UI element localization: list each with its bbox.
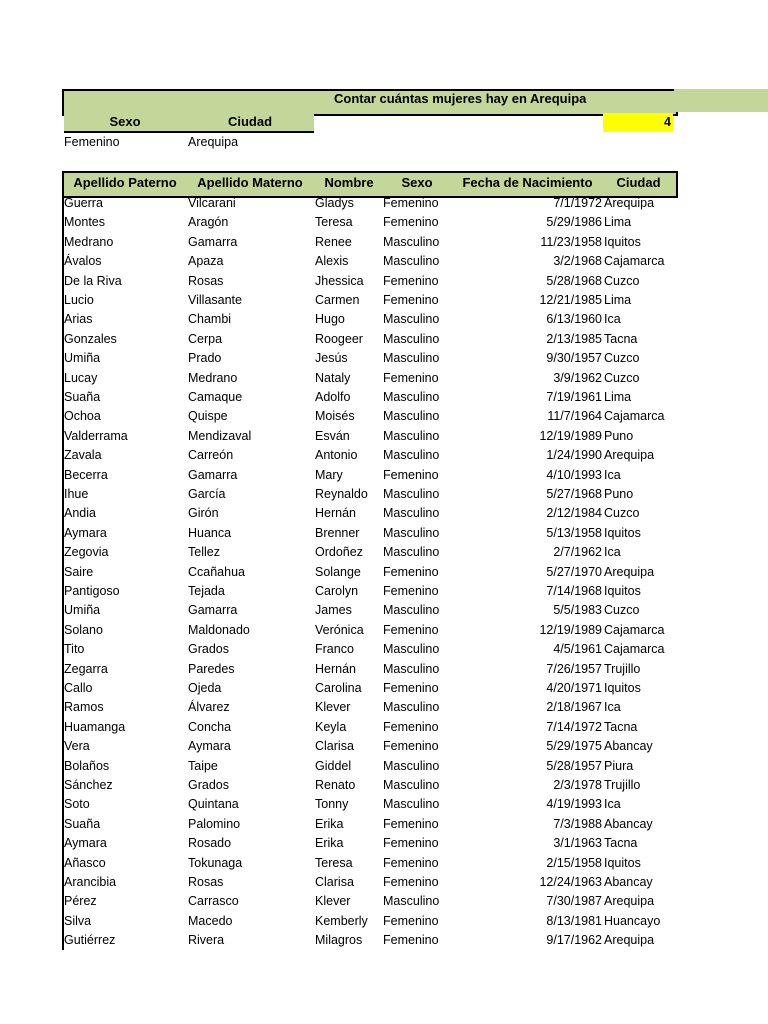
- cell-apellido-materno[interactable]: Carreón: [188, 448, 234, 463]
- table-row: [62, 466, 674, 485]
- cell-ciudad[interactable]: Abancay: [604, 739, 653, 754]
- cell-fecha-nacimiento[interactable]: 7/30/1987: [546, 894, 602, 909]
- cell-ciudad[interactable]: Cuzco: [604, 273, 640, 288]
- cell-nombre[interactable]: Giddel: [315, 758, 352, 773]
- cell-ciudad[interactable]: Arequipa: [604, 448, 655, 463]
- cell-fecha-nacimiento[interactable]: 12/21/1985: [539, 293, 602, 307]
- cell-ciudad[interactable]: Iquitos: [604, 855, 641, 870]
- cell-apellido-materno[interactable]: Quispe: [188, 409, 228, 424]
- cell-fecha-nacimiento[interactable]: 2/7/1962: [553, 545, 602, 560]
- cell-ciudad[interactable]: Ica: [604, 797, 621, 812]
- cell-fecha-nacimiento[interactable]: 2/3/1978: [553, 778, 602, 792]
- cell-sexo[interactable]: Masculino: [383, 525, 440, 540]
- cell-nombre[interactable]: Ordoñez: [315, 545, 363, 560]
- cell-sexo[interactable]: Masculino: [383, 661, 440, 676]
- table-row: [62, 815, 674, 834]
- cell-ciudad[interactable]: Arequipa: [604, 894, 655, 909]
- cell-sexo[interactable]: Femenino: [383, 215, 439, 230]
- cell-nombre[interactable]: Milagros: [315, 933, 363, 948]
- cell-fecha-nacimiento[interactable]: 4/20/1971: [546, 681, 602, 695]
- cell-apellido-paterno[interactable]: Ramos: [64, 700, 104, 715]
- criteria-ciudad-header[interactable]: Ciudad: [186, 113, 314, 132]
- cell-apellido-materno[interactable]: Paredes: [188, 661, 235, 676]
- cell-ciudad[interactable]: Iquitos: [604, 525, 641, 540]
- table-row: [62, 427, 674, 446]
- cell-nombre[interactable]: Solange: [315, 564, 361, 579]
- cell-ciudad[interactable]: Iquitos: [604, 681, 641, 695]
- cell-fecha-nacimiento[interactable]: 5/5/1983: [553, 603, 602, 618]
- cell-nombre[interactable]: Erika: [315, 816, 344, 831]
- table-row: [62, 252, 674, 271]
- cell-apellido-materno[interactable]: Ccañahua: [188, 564, 245, 579]
- cell-fecha-nacimiento[interactable]: 7/1/1972: [553, 196, 602, 210]
- cell-nombre[interactable]: Hugo: [315, 312, 345, 327]
- cell-ciudad[interactable]: Abancay: [604, 816, 653, 831]
- cell-apellido-paterno[interactable]: Arancibia: [64, 875, 117, 889]
- cell-nombre[interactable]: Teresa: [315, 215, 353, 230]
- cell-sexo[interactable]: Masculino: [383, 409, 440, 424]
- cell-apellido-paterno[interactable]: Ihue: [64, 487, 89, 501]
- cell-fecha-nacimiento[interactable]: 4/5/1961: [553, 642, 602, 657]
- cell-ciudad[interactable]: Arequipa: [604, 564, 655, 579]
- header-apellido-paterno[interactable]: Apellido Paterno: [73, 175, 177, 190]
- cell-sexo[interactable]: Masculino: [383, 234, 440, 249]
- cell-fecha-nacimiento[interactable]: 7/14/1968: [546, 584, 602, 598]
- cell-ciudad[interactable]: Cuzco: [604, 351, 640, 366]
- cell-nombre[interactable]: Esván: [315, 428, 350, 443]
- cell-apellido-materno[interactable]: Álvarez: [188, 700, 230, 715]
- cell-sexo[interactable]: Masculino: [383, 254, 440, 269]
- table-row: [62, 369, 674, 388]
- cell-sexo[interactable]: Femenino: [383, 739, 439, 754]
- cell-fecha-nacimiento[interactable]: 5/13/1958: [546, 525, 602, 540]
- cell-apellido-materno[interactable]: Gamarra: [188, 234, 238, 249]
- cell-ciudad[interactable]: Ica: [604, 467, 621, 482]
- cell-sexo[interactable]: Masculino: [383, 331, 440, 346]
- criteria-ciudad-value[interactable]: Arequipa: [188, 135, 239, 149]
- cell-nombre[interactable]: Verónica: [315, 622, 364, 637]
- cell-apellido-materno[interactable]: Grados: [188, 778, 229, 792]
- cell-sexo[interactable]: Femenino: [383, 875, 439, 889]
- cell-ciudad[interactable]: Cajamarca: [604, 622, 665, 637]
- cell-apellido-paterno[interactable]: Saire: [64, 564, 94, 579]
- cell-apellido-paterno[interactable]: Soto: [64, 797, 90, 812]
- cell-fecha-nacimiento[interactable]: 2/18/1967: [546, 700, 602, 715]
- cell-apellido-paterno[interactable]: Umiña: [64, 351, 101, 366]
- table-row: [62, 601, 674, 620]
- cell-ciudad[interactable]: Huancayo: [604, 913, 661, 928]
- cell-apellido-paterno[interactable]: Lucay: [64, 370, 98, 385]
- cell-nombre[interactable]: Carmen: [315, 293, 360, 307]
- cell-apellido-materno[interactable]: Cerpa: [188, 331, 223, 346]
- table-row: [62, 892, 674, 911]
- table-row: [62, 485, 674, 504]
- cell-apellido-paterno[interactable]: Lucio: [64, 293, 94, 307]
- cell-apellido-materno[interactable]: Taipe: [188, 758, 218, 773]
- cell-nombre[interactable]: Keyla: [315, 719, 347, 734]
- cell-apellido-materno[interactable]: Girón: [188, 506, 219, 521]
- cell-nombre[interactable]: Renee: [315, 234, 352, 249]
- cell-apellido-paterno[interactable]: Silva: [64, 913, 92, 928]
- cell-fecha-nacimiento[interactable]: 12/19/1989: [539, 622, 602, 637]
- cell-nombre[interactable]: Carolyn: [315, 584, 359, 598]
- cell-ciudad[interactable]: Puno: [604, 428, 634, 443]
- cell-apellido-paterno[interactable]: Zegovia: [64, 545, 109, 560]
- cell-ciudad[interactable]: Ica: [604, 545, 621, 560]
- criteria-sexo-value[interactable]: Femenino: [64, 135, 120, 149]
- cell-sexo[interactable]: Masculino: [383, 487, 440, 501]
- cell-sexo[interactable]: Femenino: [383, 855, 439, 870]
- cell-apellido-materno[interactable]: Chambi: [188, 312, 232, 327]
- table-row: [62, 854, 674, 873]
- cell-fecha-nacimiento[interactable]: 2/12/1984: [546, 506, 602, 521]
- table-row: [62, 679, 674, 698]
- cell-ciudad[interactable]: Trujillo: [604, 661, 641, 676]
- cell-apellido-materno[interactable]: Rosas: [188, 273, 224, 288]
- cell-ciudad[interactable]: Abancay: [604, 875, 653, 889]
- table-row: [62, 776, 674, 795]
- cell-apellido-paterno[interactable]: Bolaños: [64, 758, 110, 773]
- cell-fecha-nacimiento[interactable]: 2/15/1958: [546, 855, 602, 870]
- table-row: [62, 446, 674, 465]
- cell-nombre[interactable]: Adolfo: [315, 390, 351, 404]
- cell-sexo[interactable]: Masculino: [383, 312, 440, 327]
- cell-sexo[interactable]: Femenino: [383, 273, 439, 288]
- cell-sexo[interactable]: Femenino: [383, 293, 439, 307]
- cell-fecha-nacimiento[interactable]: 6/13/1960: [546, 312, 602, 327]
- header-apellido-materno[interactable]: Apellido Materno: [197, 175, 303, 190]
- cell-apellido-materno[interactable]: Prado: [188, 351, 222, 366]
- table-row: [62, 718, 674, 737]
- cell-ciudad[interactable]: Arequipa: [604, 196, 655, 210]
- cell-ciudad[interactable]: Cuzco: [604, 506, 640, 521]
- cell-fecha-nacimiento[interactable]: 3/1/1963: [553, 836, 602, 851]
- cell-sexo[interactable]: Masculino: [383, 506, 440, 521]
- table-row: [62, 795, 674, 814]
- cell-apellido-paterno[interactable]: Gutiérrez: [64, 933, 116, 948]
- cell-nombre[interactable]: Jesús: [315, 351, 348, 366]
- cell-fecha-nacimiento[interactable]: 9/30/1957: [546, 351, 602, 366]
- cell-ciudad[interactable]: Trujillo: [604, 778, 641, 792]
- table-row: [62, 504, 674, 523]
- cell-sexo[interactable]: Femenino: [383, 584, 439, 598]
- cell-fecha-nacimiento[interactable]: 5/29/1986: [546, 215, 602, 230]
- cell-apellido-paterno[interactable]: Huamanga: [64, 719, 126, 734]
- cell-ciudad[interactable]: Ica: [604, 700, 621, 715]
- cell-fecha-nacimiento[interactable]: 7/26/1957: [546, 661, 602, 676]
- cell-apellido-materno[interactable]: Aragón: [188, 215, 229, 230]
- cell-ciudad[interactable]: Tacna: [604, 719, 638, 734]
- cell-sexo[interactable]: Masculino: [383, 603, 440, 618]
- cell-apellido-paterno[interactable]: Aymara: [64, 525, 107, 540]
- cell-ciudad[interactable]: Tacna: [604, 836, 638, 851]
- cell-fecha-nacimiento[interactable]: 11/7/1964: [547, 409, 602, 424]
- cell-apellido-materno[interactable]: Maldonado: [188, 622, 250, 637]
- table-row: [62, 543, 674, 562]
- cell-fecha-nacimiento[interactable]: 12/19/1989: [539, 428, 602, 443]
- cell-fecha-nacimiento[interactable]: 5/29/1975: [546, 739, 602, 754]
- cell-sexo[interactable]: Masculino: [383, 428, 440, 443]
- cell-fecha-nacimiento[interactable]: 4/10/1993: [546, 467, 602, 482]
- cell-sexo[interactable]: Femenino: [383, 836, 439, 851]
- cell-apellido-materno[interactable]: Tellez: [188, 545, 220, 560]
- cell-apellido-materno[interactable]: García: [188, 487, 226, 501]
- cell-ciudad[interactable]: Iquitos: [604, 234, 641, 249]
- cell-apellido-materno[interactable]: Villasante: [188, 293, 242, 307]
- cell-ciudad[interactable]: Cajamarca: [604, 642, 665, 657]
- table-row: [62, 349, 674, 368]
- cell-apellido-materno[interactable]: Tejada: [188, 584, 225, 598]
- table-row: [62, 912, 674, 931]
- cell-apellido-materno[interactable]: Rosado: [188, 836, 232, 851]
- cell-sexo[interactable]: Masculino: [383, 797, 440, 812]
- table-row: [62, 524, 674, 543]
- cell-sexo[interactable]: Femenino: [383, 681, 439, 695]
- cell-apellido-paterno[interactable]: Valderrama: [64, 428, 128, 443]
- cell-nombre[interactable]: Hernán: [315, 506, 356, 521]
- cell-apellido-materno[interactable]: Apaza: [188, 254, 224, 269]
- table-row: [62, 737, 674, 756]
- cell-nombre[interactable]: Klever: [315, 700, 351, 715]
- cell-apellido-materno[interactable]: Concha: [188, 719, 232, 734]
- table-row: [62, 582, 674, 601]
- cell-ciudad[interactable]: Arequipa: [604, 933, 655, 948]
- cell-nombre[interactable]: Kemberly: [315, 913, 368, 928]
- cell-ciudad[interactable]: Piura: [604, 758, 634, 773]
- cell-sexo[interactable]: Masculino: [383, 758, 440, 773]
- cell-apellido-paterno[interactable]: Callo: [64, 681, 93, 695]
- cell-sexo[interactable]: Femenino: [383, 816, 439, 831]
- cell-sexo[interactable]: Femenino: [383, 196, 439, 210]
- cell-nombre[interactable]: Brenner: [315, 525, 360, 540]
- cell-nombre[interactable]: Reynaldo: [315, 487, 368, 501]
- cell-apellido-paterno[interactable]: Gonzales: [64, 331, 117, 346]
- cell-nombre[interactable]: Antonio: [315, 448, 358, 463]
- cell-nombre[interactable]: Franco: [315, 642, 354, 657]
- page-title[interactable]: Contar cuántas mujeres hay en Arequipa: [334, 91, 587, 106]
- table-row: [62, 757, 674, 776]
- cell-nombre[interactable]: Clarisa: [315, 739, 354, 754]
- cell-fecha-nacimiento[interactable]: 3/2/1968: [553, 254, 602, 269]
- cell-ciudad[interactable]: Cuzco: [604, 370, 640, 385]
- cell-fecha-nacimiento[interactable]: 7/14/1972: [546, 719, 602, 734]
- cell-apellido-paterno[interactable]: Umiña: [64, 603, 101, 618]
- cell-nombre[interactable]: James: [315, 603, 352, 618]
- criteria-sexo-header[interactable]: Sexo: [64, 113, 186, 132]
- cell-apellido-materno[interactable]: Ojeda: [188, 681, 222, 695]
- cell-ciudad[interactable]: Cuzco: [604, 603, 640, 618]
- cell-apellido-paterno[interactable]: Becerra: [64, 467, 108, 482]
- cell-fecha-nacimiento[interactable]: 11/23/1958: [540, 234, 602, 249]
- cell-sexo[interactable]: Femenino: [383, 719, 439, 734]
- cell-fecha-nacimiento[interactable]: 5/27/1970: [546, 564, 602, 579]
- cell-sexo[interactable]: Femenino: [383, 622, 439, 637]
- table-row: [62, 194, 674, 213]
- cell-apellido-paterno[interactable]: Solano: [64, 622, 103, 637]
- cell-fecha-nacimiento[interactable]: 12/24/1963: [539, 875, 602, 889]
- cell-apellido-materno[interactable]: Carrasco: [188, 894, 239, 909]
- cell-sexo[interactable]: Masculino: [383, 545, 440, 560]
- cell-sexo[interactable]: Masculino: [383, 894, 440, 909]
- cell-apellido-materno[interactable]: Palomino: [188, 816, 241, 831]
- header-ciudad[interactable]: Ciudad: [616, 175, 661, 190]
- cell-apellido-materno[interactable]: Gamarra: [188, 467, 238, 482]
- cell-nombre[interactable]: Moisés: [315, 409, 355, 424]
- cell-apellido-materno[interactable]: Aymara: [188, 739, 231, 754]
- cell-apellido-paterno[interactable]: Vera: [64, 739, 90, 754]
- table-row: [62, 213, 674, 232]
- cell-nombre[interactable]: Tonny: [315, 797, 349, 812]
- cell-sexo[interactable]: Femenino: [383, 564, 439, 579]
- cell-nombre[interactable]: Roogeer: [315, 331, 363, 346]
- cell-fecha-nacimiento[interactable]: 3/9/1962: [553, 370, 602, 385]
- cell-apellido-materno[interactable]: Rosas: [188, 875, 224, 889]
- cell-fecha-nacimiento[interactable]: 7/3/1988: [553, 816, 602, 831]
- cell-nombre[interactable]: Jhessica: [315, 273, 364, 288]
- cell-apellido-paterno[interactable]: Zavala: [64, 448, 102, 463]
- cell-apellido-paterno[interactable]: Pantigoso: [64, 584, 120, 598]
- cell-apellido-paterno[interactable]: Pérez: [64, 894, 97, 909]
- cell-sexo[interactable]: Masculino: [383, 351, 440, 366]
- table-row: [62, 272, 674, 291]
- cell-fecha-nacimiento[interactable]: 5/28/1968: [546, 273, 602, 288]
- table-row: [62, 291, 674, 310]
- cell-nombre[interactable]: Carolina: [315, 681, 362, 695]
- cell-ciudad[interactable]: Cajamarca: [604, 254, 665, 269]
- cell-apellido-materno[interactable]: Rivera: [188, 933, 225, 948]
- cell-sexo[interactable]: Masculino: [383, 778, 440, 792]
- cell-sexo[interactable]: Masculino: [383, 390, 440, 404]
- cell-apellido-materno[interactable]: Medrano: [188, 370, 238, 385]
- cell-sexo[interactable]: Femenino: [383, 913, 439, 928]
- cell-apellido-paterno[interactable]: Ávalos: [64, 254, 102, 269]
- header-nombre[interactable]: Nombre: [324, 175, 374, 190]
- cell-apellido-paterno[interactable]: Arias: [64, 312, 93, 327]
- cell-apellido-materno[interactable]: Gamarra: [188, 603, 238, 618]
- cell-apellido-paterno[interactable]: Añasco: [64, 855, 106, 870]
- cell-apellido-paterno[interactable]: Montes: [64, 215, 105, 230]
- cell-apellido-materno[interactable]: Macedo: [188, 913, 233, 928]
- cell-nombre[interactable]: Mary: [315, 467, 343, 482]
- cell-nombre[interactable]: Teresa: [315, 855, 353, 870]
- cell-sexo[interactable]: Masculino: [383, 642, 440, 657]
- cell-ciudad[interactable]: Lima: [604, 293, 632, 307]
- cell-sexo[interactable]: Masculino: [383, 700, 440, 715]
- cell-nombre[interactable]: Alexis: [315, 254, 349, 269]
- cell-fecha-nacimiento[interactable]: 9/17/1962: [546, 933, 602, 948]
- cell-apellido-materno[interactable]: Camaque: [188, 390, 243, 404]
- cell-apellido-materno[interactable]: Grados: [188, 642, 229, 657]
- result-count-cell[interactable]: 4: [603, 113, 673, 132]
- table-row: [62, 660, 674, 679]
- cell-ciudad[interactable]: Tacna: [604, 331, 638, 346]
- cell-nombre[interactable]: Klever: [315, 894, 351, 909]
- header-fecha-nacimiento[interactable]: Fecha de Nacimiento: [462, 175, 593, 190]
- cell-nombre[interactable]: Erika: [315, 836, 344, 851]
- cell-apellido-paterno[interactable]: Andia: [64, 506, 96, 521]
- cell-apellido-paterno[interactable]: Sánchez: [64, 778, 113, 792]
- cell-apellido-paterno[interactable]: Aymara: [64, 836, 107, 851]
- table-row: [62, 310, 674, 329]
- cell-fecha-nacimiento[interactable]: 7/19/1961: [546, 390, 602, 404]
- cell-ciudad[interactable]: Lima: [604, 215, 632, 230]
- cell-sexo[interactable]: Femenino: [383, 370, 439, 385]
- table-body: [62, 194, 674, 950]
- cell-ciudad[interactable]: Iquitos: [604, 584, 641, 598]
- cell-apellido-paterno[interactable]: Suaña: [64, 816, 101, 831]
- cell-sexo[interactable]: Femenino: [383, 467, 439, 482]
- cell-apellido-materno[interactable]: Mendizaval: [188, 428, 252, 443]
- cell-apellido-paterno[interactable]: Medrano: [64, 234, 114, 249]
- table-row: [62, 388, 674, 407]
- table-row: [62, 640, 674, 659]
- cell-fecha-nacimiento[interactable]: 5/28/1957: [546, 758, 602, 773]
- title-bar-extension: [674, 89, 768, 112]
- cell-apellido-materno[interactable]: Quintana: [188, 797, 239, 812]
- table-row: [62, 834, 674, 853]
- cell-nombre[interactable]: Renato: [315, 778, 356, 792]
- cell-apellido-paterno[interactable]: Tito: [64, 642, 85, 657]
- cell-fecha-nacimiento[interactable]: 5/27/1968: [546, 487, 602, 501]
- cell-fecha-nacimiento[interactable]: 1/24/1990: [546, 448, 602, 463]
- table-row: [62, 563, 674, 582]
- cell-apellido-materno[interactable]: Huanca: [188, 525, 232, 540]
- table-row: [62, 873, 674, 892]
- cell-fecha-nacimiento[interactable]: 2/13/1985: [546, 331, 602, 346]
- cell-fecha-nacimiento[interactable]: 8/13/1981: [546, 913, 602, 928]
- cell-ciudad[interactable]: Ica: [604, 312, 621, 327]
- cell-ciudad[interactable]: Puno: [604, 487, 634, 501]
- cell-sexo[interactable]: Masculino: [383, 448, 440, 463]
- cell-sexo[interactable]: Femenino: [383, 933, 439, 948]
- cell-fecha-nacimiento[interactable]: 4/19/1993: [546, 797, 602, 812]
- table-row: [62, 330, 674, 349]
- cell-apellido-paterno[interactable]: Ochoa: [64, 409, 101, 424]
- cell-apellido-materno[interactable]: Tokunaga: [188, 855, 243, 870]
- cell-apellido-paterno[interactable]: Zegarra: [64, 661, 108, 676]
- table-row: [62, 931, 674, 950]
- cell-nombre[interactable]: Nataly: [315, 370, 351, 385]
- cell-apellido-paterno[interactable]: De la Riva: [64, 273, 122, 288]
- cell-nombre[interactable]: Clarisa: [315, 875, 354, 889]
- table-row: [62, 233, 674, 252]
- cell-nombre[interactable]: Hernán: [315, 661, 356, 676]
- table-row: [62, 407, 674, 426]
- table-row: [62, 698, 674, 717]
- header-sexo[interactable]: Sexo: [401, 175, 433, 190]
- cell-apellido-materno[interactable]: Vilcarani: [188, 196, 236, 210]
- cell-nombre[interactable]: Gladys: [315, 196, 354, 210]
- cell-apellido-paterno[interactable]: Guerra: [64, 196, 103, 210]
- table-row: [62, 621, 674, 640]
- cell-ciudad[interactable]: Lima: [604, 390, 632, 404]
- cell-ciudad[interactable]: Cajamarca: [604, 409, 665, 424]
- cell-apellido-paterno[interactable]: Suaña: [64, 390, 101, 404]
